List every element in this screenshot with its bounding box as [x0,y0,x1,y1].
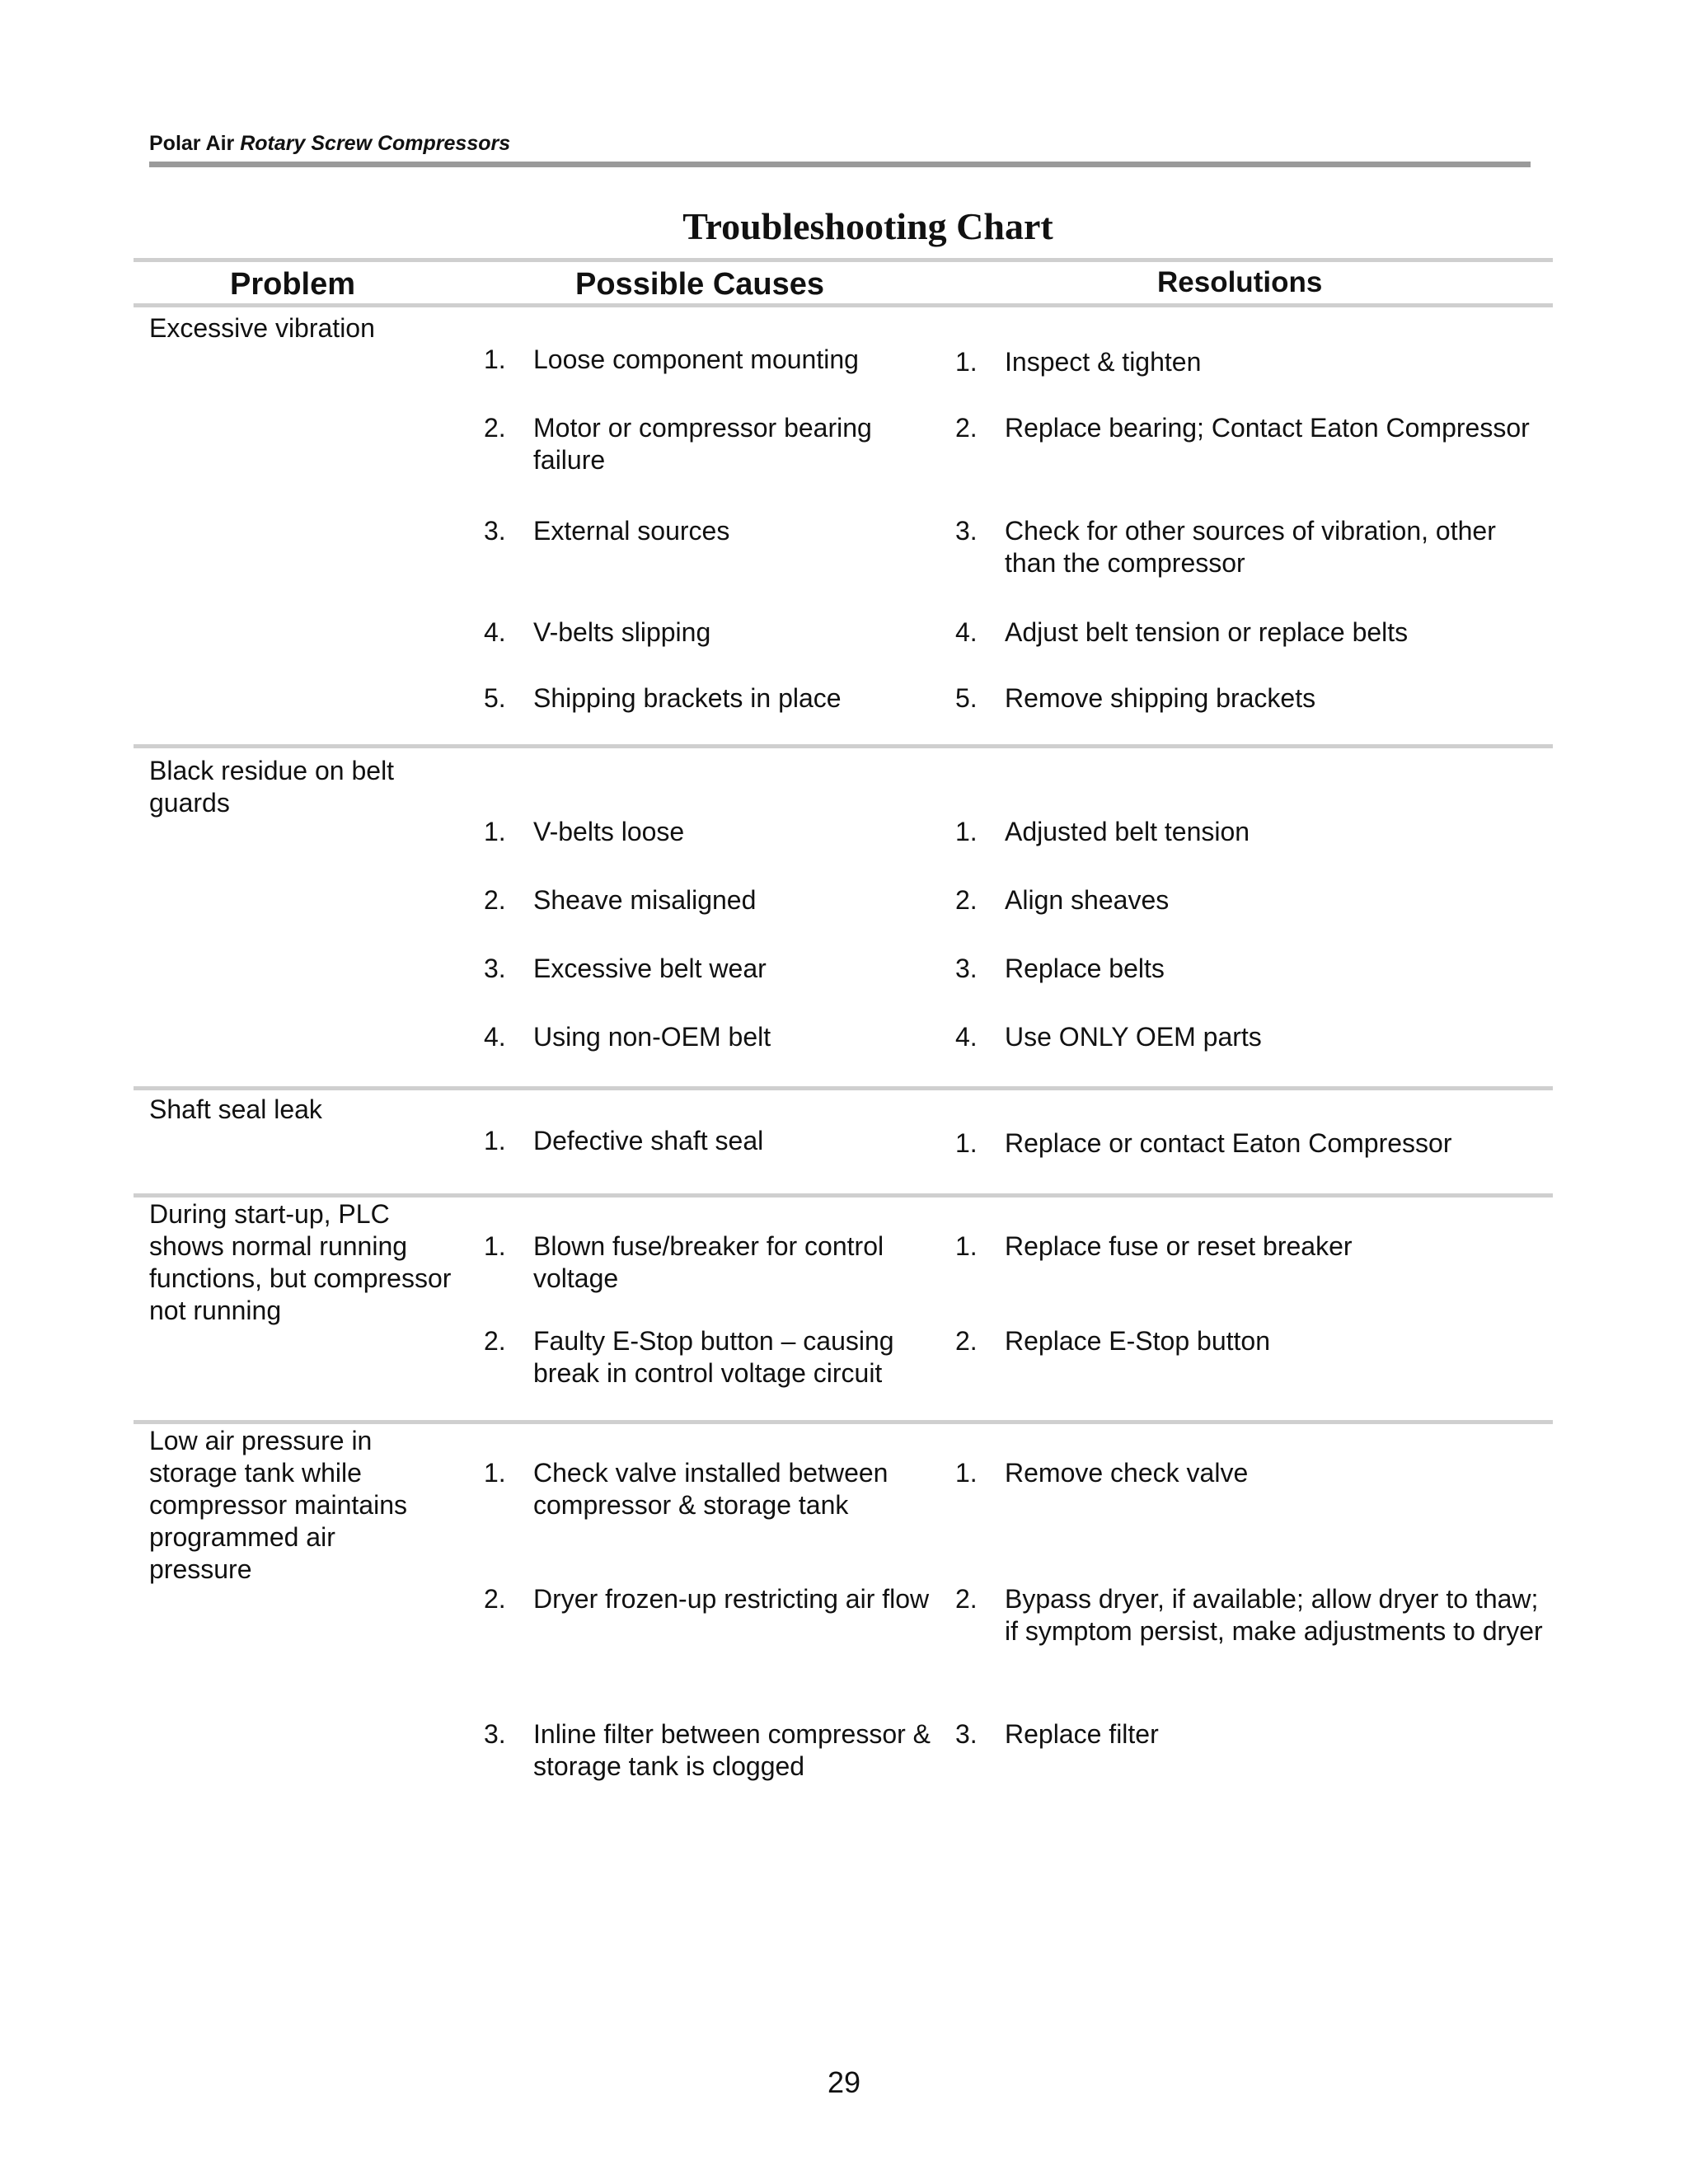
table-header [134,262,1553,303]
problem-cell: Low air pressure in storage tank while compressor maintains programmed air pressure [149,1426,407,1584]
table-row [134,307,1553,744]
item-number: 1. [955,1458,978,1488]
resolution-text: Replace filter [1005,1719,1159,1749]
resolution-text: Replace E-Stop button [1005,1326,1270,1356]
cause-text: Loose component mounting [533,344,859,374]
resolution-text: Remove shipping brackets [1005,683,1316,713]
cause-text: V-belts slipping [533,617,711,647]
item-number: 4. [484,617,506,647]
column-header-causes: Possible Causes [575,267,825,302]
chart-title: Troubleshooting Chart [682,205,1053,247]
item-number: 1. [955,1231,978,1261]
troubleshooting-table [134,258,1553,1795]
cause-text: Blown fuse/breaker for control voltage [533,1231,884,1293]
column-header-resolutions: Resolutions [1157,266,1323,298]
problem-cell: Shaft seal leak [149,1094,322,1124]
cause-text: Sheave misaligned [533,885,757,915]
problem-cell: During start-up, PLC shows normal running functions, but compressor not running [149,1199,452,1325]
table-row [134,1090,1553,1193]
item-number: 1. [484,817,506,846]
cause-text: Check valve installed between compressor & storage tank [533,1458,889,1520]
item-number: 3. [484,1719,506,1749]
cause-text: Faulty E-Stop button – causing break in control voltage circuit [533,1326,894,1388]
item-number: 2. [484,413,506,443]
item-number: 3. [955,1719,978,1749]
problem-cell: Black residue on belt guards [149,756,395,818]
brand-name: Polar Air [149,132,235,155]
cause-text: Excessive belt wear [533,954,767,983]
item-number: 3. [955,516,978,546]
item-number: 5. [484,683,506,713]
cause-text: Shipping brackets in place [533,683,842,713]
cause-text: Defective shaft seal [533,1126,764,1155]
header-rule [149,162,1531,167]
item-number: 2. [484,885,506,915]
item-number: 2. [955,885,978,915]
item-number: 3. [955,954,978,983]
resolution-text: Check for other sources of vibration, other than the compressor [1005,516,1496,578]
problem-cell: Excessive vibration [149,313,375,343]
resolution-text: Inspect & tighten [1005,347,1202,377]
column-header-problem: Problem [230,267,356,302]
cause-text: External sources [533,516,730,546]
running-header [149,132,510,156]
cause-text: Using non-OEM belt [533,1022,771,1052]
page-number: 29 [827,2065,861,2099]
item-number: 4. [955,617,978,647]
item-number: 2. [955,413,978,443]
resolution-text: Replace fuse or reset breaker [1005,1231,1353,1261]
resolution-text: Replace bearing; Contact Eaton Compressor [1005,413,1530,443]
item-number: 1. [484,1231,506,1261]
item-number: 2. [484,1584,506,1614]
item-number: 1. [484,1126,506,1155]
table-row [134,748,1553,1086]
item-number: 2. [484,1326,506,1356]
item-number: 4. [955,1022,978,1052]
item-number: 4. [484,1022,506,1052]
resolution-text: Replace belts [1005,954,1165,983]
cause-text: Inline filter between compressor & storage tank is clogged [533,1719,931,1781]
table-row [134,1197,1553,1420]
resolution-text: Bypass dryer, if available; allow dryer to thaw; if symptom persist, make adjustments to dryer [1005,1584,1543,1646]
item-number: 1. [484,344,506,374]
resolution-text: Remove check valve [1005,1458,1249,1488]
item-number: 1. [955,1128,978,1158]
cause-text: Motor or compressor bearing failure [533,413,872,475]
cause-text: Dryer frozen-up restricting air flow [533,1584,930,1614]
item-number: 1. [484,1458,506,1488]
resolution-text: Adjusted belt tension [1005,817,1250,846]
item-number: 5. [955,683,978,713]
resolution-text: Use ONLY OEM parts [1005,1022,1262,1052]
resolution-text: Align sheaves [1005,885,1170,915]
item-number: 3. [484,516,506,546]
product-name: Rotary Screw Compressors [240,132,511,155]
table-row [134,1424,1553,1795]
item-number: 1. [955,817,978,846]
resolution-text: Adjust belt tension or replace belts [1005,617,1409,647]
cause-text: V-belts loose [533,817,685,846]
item-number: 3. [484,954,506,983]
item-number: 2. [955,1584,978,1614]
item-number: 2. [955,1326,978,1356]
item-number: 1. [955,347,978,377]
resolution-text: Replace or contact Eaton Compressor [1005,1128,1452,1158]
